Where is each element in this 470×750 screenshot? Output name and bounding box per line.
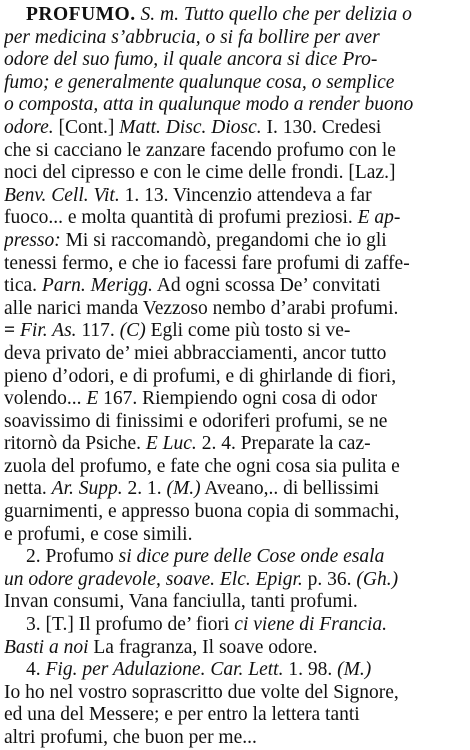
text-segment: Io ho nel vostro soprascritto due volte del Signore, (4, 681, 399, 703)
entry-line (4, 253, 466, 276)
entry-line (4, 320, 466, 343)
text-segment: 2. Profumo (26, 546, 119, 568)
text-segment: guarnimenti, e appresso buona copia di sommachi, (4, 501, 400, 523)
text-segment: Aveano,.. di bellissimi (200, 478, 379, 500)
text-segment: 3. [T.] Il profumo de’ fiori (26, 614, 235, 636)
text-segment: alle narici manda Vezzoso nembo d’arabi profumi. (4, 297, 399, 319)
text-segment: odore del suo fumo, il quale ancora si dice Pro- (4, 49, 378, 71)
text-segment: E (86, 388, 99, 410)
entry-line (4, 162, 466, 185)
entry-line (4, 275, 466, 298)
text-segment: Basti a noi (4, 636, 89, 658)
text-segment: I. 130. Credesi (261, 116, 382, 138)
text-segment: 4. (26, 659, 46, 681)
text-segment: (C) (119, 320, 146, 342)
text-segment: Egli come più tosto si ve- (145, 320, 351, 342)
entry-line (4, 366, 466, 389)
text-segment: 1. 98. (283, 659, 338, 681)
text-segment: E ap- (357, 207, 401, 229)
entry-line (4, 117, 466, 140)
entry-line (4, 72, 466, 95)
entry-line (4, 4, 466, 27)
entry-line (4, 298, 466, 321)
text-segment: si dice pure delle Cose onde esala (118, 546, 385, 568)
text-segment: netta. (4, 478, 52, 500)
entry-line (4, 501, 466, 524)
text-segment: che si cacciano le zanzare facendo profumo con le (4, 139, 396, 161)
entry-line (4, 659, 466, 682)
text-segment: 1. 13. Vincenzio attendeva a far (119, 184, 372, 206)
text-segment: S. m. Tutto quello che per delizia o (135, 4, 412, 25)
entry-line (4, 230, 466, 253)
entry-line (4, 388, 466, 411)
text-segment: Benv. Cell. Vit. (4, 184, 120, 206)
entry-line (4, 433, 466, 456)
entry-line (4, 49, 466, 72)
text-segment: Parn. Merigg. (41, 275, 153, 297)
text-segment: pieno d’odori, e di profumi, e di ghirlande di fiori, (4, 365, 397, 387)
text-segment: Matt. Disc. Diosc. (119, 116, 262, 138)
text-segment: per medicina s’abbrucia, o si fa bollire per aver (4, 26, 380, 48)
text-segment: Fir. As. (20, 320, 77, 342)
text-segment: ritornò da Psiche. (4, 433, 146, 455)
entry-line (4, 94, 466, 117)
text-segment: un odore gradevole, soave. Elc. Epigr. (4, 568, 303, 590)
entry-line (4, 637, 466, 660)
text-segment: (M.) (337, 659, 372, 681)
text-segment: 2. 4. Preparate la caz- (196, 433, 371, 455)
text-segment: altri profumi, che buon per me... (4, 727, 257, 748)
text-segment: zuola del profumo, e fate che ogni cosa sia pulita e (4, 455, 400, 477)
text-segment: E Luc. (145, 433, 197, 455)
entry-line (4, 478, 466, 501)
text-segment: fuoco... e molta quantità di profumi preziosi. (4, 207, 358, 229)
entry-line (4, 27, 466, 50)
text-segment: noci del cipresso e con le cime delle frondi. [Laz.] (4, 162, 396, 184)
text-segment: ed una del Messere; e per entro la lettera tanti (4, 704, 360, 726)
text-segment: Fig. per Adulazione. Car. Lett. (45, 659, 284, 681)
text-segment: p. 36. (302, 568, 357, 590)
text-segment: o composta, atta in qualunque modo a render buono (4, 94, 414, 116)
entry-line (4, 614, 466, 637)
text-segment: volendo... (4, 388, 87, 410)
text-segment: 2. 1. (122, 478, 167, 500)
text-segment: soavissimo di finissimi e odoriferi profumi, se ne (4, 410, 388, 432)
entry-line (4, 524, 466, 547)
entry-line (4, 185, 466, 208)
entry-line (4, 343, 466, 366)
text-segment: Invan consumi, Vana fanciulla, tanti profumi. (4, 591, 358, 613)
text-segment: fumo; e generalmente qualunque cosa, o semplice (4, 71, 395, 93)
text-segment: = (4, 320, 20, 342)
entry-line (4, 727, 466, 750)
entry-line (4, 704, 466, 727)
text-segment: 117. (76, 320, 120, 342)
entry-line (4, 140, 466, 163)
entry-line (4, 569, 466, 592)
text-segment: Ar. Supp. (51, 478, 123, 500)
entry-line (4, 591, 466, 614)
text-segment: La fragranza, Il soave odore. (88, 636, 318, 658)
text-segment: Ad ogni scossa De’ convitati (152, 275, 381, 297)
text-segment: (M.) (166, 478, 201, 500)
text-segment: (Gh.) (356, 568, 399, 590)
text-segment: devа privato de’ miei abbracciamenti, ancor tutto (4, 342, 387, 364)
text-segment: 167. Riempiendo ogni cosa di odor (98, 388, 378, 410)
text-segment: presso: (4, 229, 61, 251)
entry-line (4, 546, 466, 569)
entry-line (4, 682, 466, 705)
text-segment: e profumi, e cose simili. (4, 523, 193, 545)
text-segment: Mi si raccomandò, pregandomi che io gli (60, 229, 387, 251)
text-segment: ci viene di Francia. (234, 614, 387, 636)
text-segment: tica. (4, 275, 42, 297)
text-segment: [Cont.] (53, 116, 120, 138)
headword: PROFUMO. (26, 4, 136, 25)
text-segment: tenessi fermo, e che io facessi fare profumi di zaffe- (4, 252, 410, 274)
entry-line (4, 411, 466, 434)
entry-line (4, 456, 466, 479)
text-segment: odore. (4, 116, 54, 138)
entry-line (4, 207, 466, 230)
